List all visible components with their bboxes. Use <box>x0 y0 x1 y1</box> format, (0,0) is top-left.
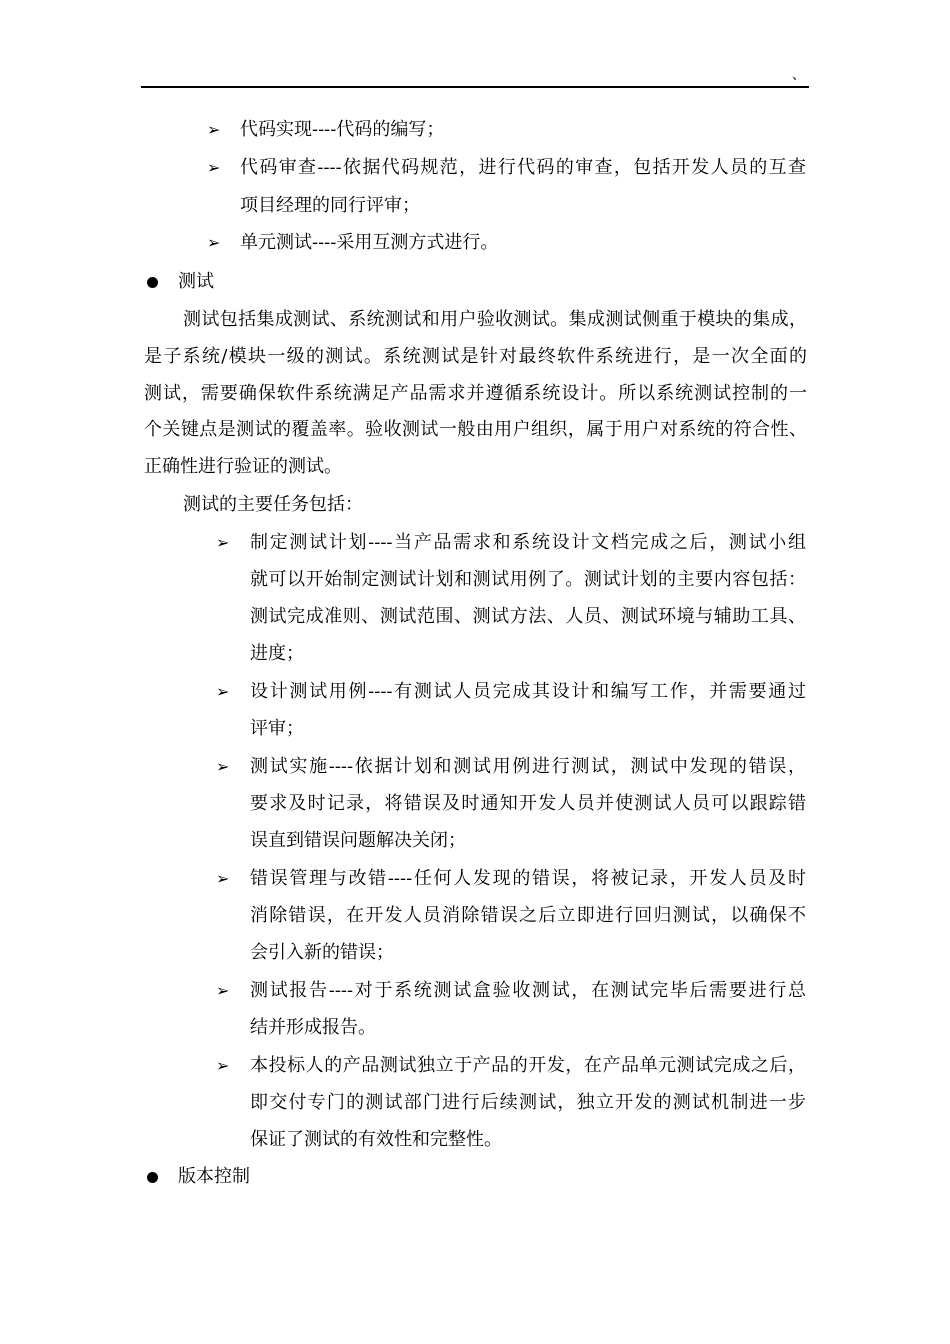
paragraph-line: 测试包括集成测试、系统测试和用户验收测试。集成测试侧重于模块的集成， <box>183 309 807 330</box>
list-item: 代码审查----依据代码规范，进行代码的审查，包括开发人员的互查 <box>240 157 806 178</box>
arrow-icon: ➢ <box>216 533 230 552</box>
paragraph-line: 正确性进行验证的测试。 <box>144 456 342 477</box>
task-item: 设计测试用例----有测试人员完成其设计和编写工作，并需要通过 <box>250 681 806 702</box>
section-heading-testing: 测试 <box>178 271 214 292</box>
paragraph-line: 个关键点是测试的覆盖率。验收测试一般由用户组织，属于用户对系统的符合性、 <box>144 419 807 440</box>
section-heading-version-control: 版本控制 <box>178 1166 250 1187</box>
task-item: 测试报告----对于系统测试盒验收测试，在测试完毕后需要进行总 <box>250 980 806 1001</box>
task-item: 测试实施----依据计划和测试用例进行测试，测试中发现的错误， <box>250 756 806 777</box>
arrow-icon: ➢ <box>207 233 221 252</box>
task-item-cont: 消除错误，在开发人员消除错误之后立即进行回归测试，以确保不 <box>250 905 806 926</box>
paragraph-line: 测试，需要确保软件系统满足产品需求并遵循系统设计。所以系统测试控制的一 <box>144 383 807 404</box>
list-item: 单元测试----采用互测方式进行。 <box>240 232 499 253</box>
list-item-cont: 项目经理的同行评审； <box>240 195 420 216</box>
paragraph-line: 是子系统/模块一级的测试。系统测试是针对最终软件系统进行，是一次全面的 <box>144 346 807 367</box>
task-item: 制定测试计划----当产品需求和系统设计文档完成之后，测试小组 <box>250 532 806 553</box>
arrow-icon: ➢ <box>207 120 221 139</box>
task-item-cont: 测试完成准则、测试范围、测试方法、人员、测试环境与辅助工具、 <box>250 606 806 627</box>
list-item: 代码实现----代码的编写； <box>240 119 445 140</box>
arrow-icon: ➢ <box>216 869 230 888</box>
task-item-cont: 即交付专门的测试部门进行后续测试，独立开发的测试机制进一步 <box>250 1092 806 1113</box>
arrow-icon: ➢ <box>216 682 230 701</box>
arrow-icon: ➢ <box>216 981 230 1000</box>
task-item-cont: 进度； <box>250 643 304 664</box>
task-item-cont: 要求及时记录，将错误及时通知开发人员并使测试人员可以跟踪错 <box>250 793 806 814</box>
arrow-icon: ➢ <box>216 1056 230 1075</box>
task-item-cont: 误直到错误问题解决关闭； <box>250 830 466 851</box>
arrow-icon: ➢ <box>207 158 221 177</box>
bullet-icon <box>147 1172 158 1183</box>
bullet-icon <box>147 277 158 288</box>
paragraph-line: 测试的主要任务包括： <box>183 494 363 515</box>
task-item: 本投标人的产品测试独立于产品的开发，在产品单元测试完成之后， <box>250 1055 806 1076</box>
header-mark: 、 <box>792 67 807 82</box>
task-item: 错误管理与改错----任何人发现的错误，将被记录，开发人员及时 <box>250 868 806 889</box>
task-item-cont: 会引入新的错误； <box>250 942 394 963</box>
header-rule <box>141 86 809 88</box>
task-item-cont: 保证了测试的有效性和完整性。 <box>250 1129 502 1150</box>
task-item-cont: 评审； <box>250 718 304 739</box>
task-item-cont: 结并形成报告。 <box>250 1017 376 1038</box>
arrow-icon: ➢ <box>216 757 230 776</box>
task-item-cont: 就可以开始制定测试计划和测试用例了。测试计划的主要内容包括： <box>250 569 806 590</box>
